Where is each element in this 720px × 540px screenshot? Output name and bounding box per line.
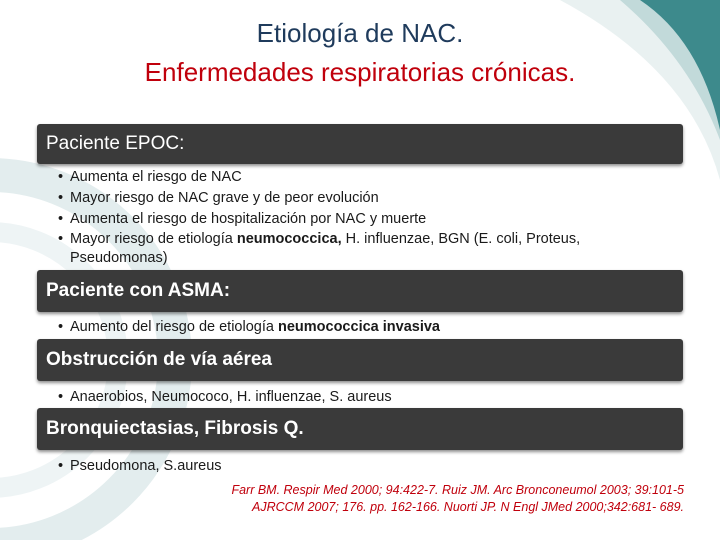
section-heading-text: Bronquiectasias, Fibrosis Q. bbox=[46, 418, 304, 439]
section-heading-text: Paciente con ASMA: bbox=[46, 280, 231, 301]
slide-subtitle: Enfermedades respiratorias crónicas. bbox=[144, 57, 576, 87]
epoc-list bbox=[58, 167, 678, 268]
section-heading-colon: : bbox=[179, 133, 185, 154]
bronquiectasias-list bbox=[58, 456, 678, 477]
section-header-epoc bbox=[37, 124, 683, 164]
citation-line-1: Farr BM. Respir Med 2000; 94:422-7. Ruiz JM. Arc Bronconeumol 2003; 39:101-5 bbox=[231, 483, 684, 497]
list-item: • Pseudomona, S.aureus bbox=[58, 456, 678, 477]
obstruccion-list bbox=[58, 387, 678, 408]
section-heading-text: Paciente EPOC bbox=[46, 133, 180, 154]
list-item: • Mayor riesgo de NAC grave y de peor evolución bbox=[58, 188, 678, 209]
section-header-obstruccion bbox=[37, 339, 683, 381]
section-header-bronquiectasias bbox=[37, 408, 683, 450]
list-item: • Anaerobios, Neumococo, H. influenzae, S. aureus bbox=[58, 387, 678, 408]
list-item: • Aumento del riesgo de etiología neumococcica invasiva bbox=[58, 317, 678, 338]
section-heading-text: Obstrucción de vía aérea bbox=[46, 349, 272, 370]
citation bbox=[124, 482, 684, 516]
list-item: • Aumenta el riesgo de NAC bbox=[58, 167, 678, 188]
list-item: • Aumenta el riesgo de hospitalización por NAC y muerte bbox=[58, 209, 678, 230]
bold-term: neumococcica invasiva bbox=[277, 319, 440, 335]
asma-list bbox=[58, 317, 678, 338]
list-item: • Mayor riesgo de etiología neumococcica, H. influenzae, BGN (E. coli, Proteus, Pseudomonas) bbox=[58, 230, 678, 268]
citation-line-2: AJRCCM 2007; 176. pp. 162-166. Nuorti JP. N Engl JMed 2000;342:681- 689. bbox=[252, 500, 684, 514]
section-header-asma bbox=[37, 270, 683, 312]
bold-term: neumococcica, bbox=[236, 231, 342, 247]
slide-title: Etiología de NAC. bbox=[256, 18, 464, 48]
